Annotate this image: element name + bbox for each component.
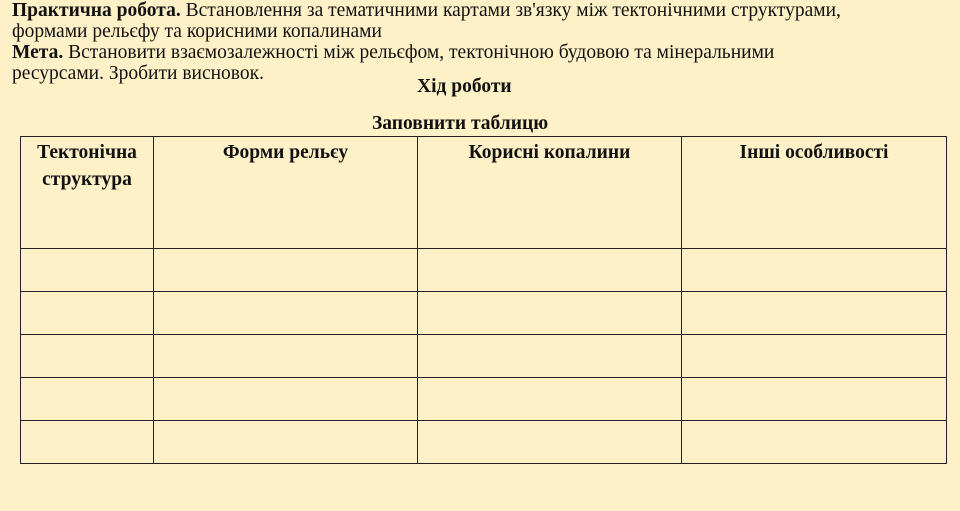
table-row [21, 249, 947, 292]
table-cell[interactable] [154, 292, 418, 335]
table-cell[interactable] [21, 249, 154, 292]
table-cell[interactable] [21, 421, 154, 464]
table-row [21, 335, 947, 378]
practical-work-text-cont: формами рельєфу та корисними копалинами [12, 21, 382, 42]
practical-work-paragraph [12, 0, 952, 42]
table-cell[interactable] [682, 335, 947, 378]
table-row [21, 421, 947, 464]
goal-label: Мета. [12, 42, 64, 63]
goal-text: Встановити взаємозалежності між рельєфом, тектонічною будовою та мінеральними [63, 42, 775, 63]
column-header-tectonic-structure: Тектонічна структура [21, 137, 154, 249]
table-cell[interactable] [154, 249, 418, 292]
table-cell[interactable] [418, 292, 682, 335]
table-cell[interactable] [154, 378, 418, 421]
table-row [21, 378, 947, 421]
table-row [21, 292, 947, 335]
table-cell[interactable] [154, 421, 418, 464]
table-header-row [21, 137, 947, 249]
document-body [12, 0, 952, 190]
column-header-relief-forms: Форми рельєу [154, 137, 418, 249]
table-cell[interactable] [418, 249, 682, 292]
column-header-other-features: Інші особливості [682, 137, 947, 249]
table-cell[interactable] [21, 292, 154, 335]
table-cell[interactable] [682, 292, 947, 335]
table-cell[interactable] [418, 335, 682, 378]
table-cell[interactable] [418, 421, 682, 464]
tectonics-table [20, 136, 947, 464]
table-cell[interactable] [682, 421, 947, 464]
table-cell[interactable] [682, 249, 947, 292]
practical-work-text: Встановлення за тематичними картами зв'язку між тектонічними структурами, [180, 0, 841, 21]
table-cell[interactable] [154, 335, 418, 378]
table-cell[interactable] [21, 335, 154, 378]
practical-work-label: Практична робота. [12, 0, 181, 21]
column-header-minerals: Корисні копалини [418, 137, 682, 249]
table-cell[interactable] [21, 378, 154, 421]
progress-heading: Хід роботи [417, 76, 512, 97]
table-cell[interactable] [682, 378, 947, 421]
goal-text-cont: ресурсами. Зробити висновок. [12, 63, 264, 84]
table-caption: Заповнити таблицю [372, 113, 549, 134]
table-cell[interactable] [418, 378, 682, 421]
